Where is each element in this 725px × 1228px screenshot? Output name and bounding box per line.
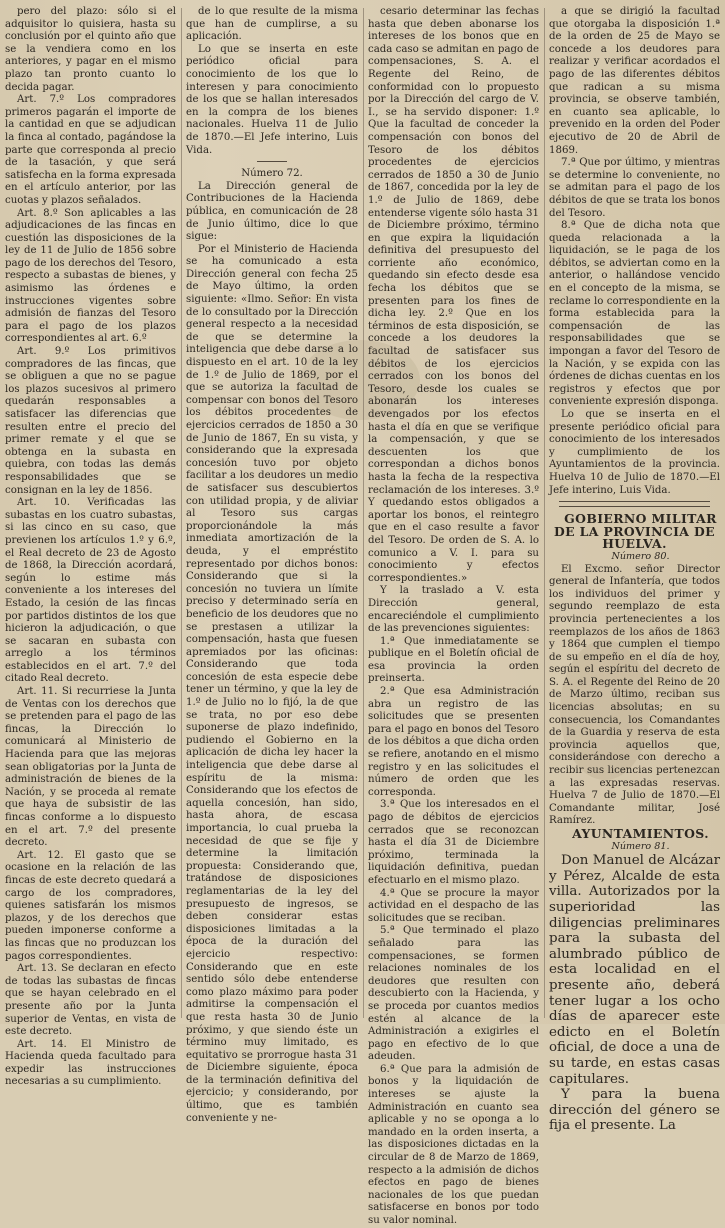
section-heading: GOBIERNO MILITAR DE LA PROVINCIA DE HUELVA. [553, 511, 717, 552]
article-paragraph: La Dirección general de Contribuciones de la Hacienda pública, en comunicación de 28 de Junio último, dice lo que sigue: [186, 180, 358, 243]
double-rule [559, 501, 710, 507]
notice-number: Número 72. [241, 168, 303, 180]
edict-paragraph: Y para la buena dirección del género se fija el presente. La [549, 1087, 720, 1134]
article-paragraph: Art. 14. El Ministro de Hacienda queda facultado para expedir las instrucciones necesarias a su cumplimiento. [5, 1038, 176, 1088]
article-paragraph: 1.ª Que inmediatamente se publique en el Boletín oficial de esa provincia la orden preinserta. [368, 635, 539, 685]
article-paragraph: Lo que se inserta en este periódico oficial para conocimiento de los que lo interesen y para conocimiento de los que se hallan interesados en la compra de los bienes nacionales. Huelva 11 de Julio de 1870.—El Jefe interino, Luis Vida. [186, 43, 358, 156]
edict-paragraph: Don Manuel de Alcázar y Pérez, Alcalde de esta villa. Autorizados por la superioridad las diligencias preliminares para la subasta del alumbrado público de esta localidad en el presente año, deberá tener lugar a los ocho días de aparecer este edicto en el Boletín oficial, de doce a una de su tarde, en estas casas capitulares. [549, 853, 720, 1087]
notice-number: Número 80. [611, 550, 670, 562]
article-paragraph: Art. 7.º Los compradores primeros pagarán el importe de la cantidad en que se adjudican la finca al contado, pagándose la parte que corresponda al precio de la tasación, y que será satisfecha en la forma expresada en el artículo anterior, por las cuotas y plazos señalados. [5, 94, 176, 206]
article-paragraph: Art. 8.º Son aplicables a las adjudicaciones de las fincas en cuestión las disposiciones de la ley de 11 de Julio de 1856 sobre pago de los derechos del Tesoro, respecto a subastas de bienes, y asimismo las órdenes e instrucciones vigentes sobre admisión de fianzas del Tesoro para el pago de los plazos correspondientes al art. 6.º [5, 207, 176, 345]
article-paragraph: 3.ª Que los interesados en el pago de débitos de ejercicios cerrados que se reconozcan hasta el día 31 de Diciembre próximo, terminada la liquidación definitiva, puedan efectuarlo en el mismo plazo. [368, 799, 539, 886]
article-paragraph: Lo que se inserta en el presente periódico oficial para conocimiento de los interesados y cumplimiento de los Ayuntamientos de la provincia. Huelva 10 de Julio de 1870.—El Jefe interino, Luis Vida. [549, 409, 720, 496]
article-paragraph: Art. 10. Verificadas las subastas en los cuatro subastas, si las cinco en su caso, que previenen los artículos 1.º y 6.º, el Real decreto de 23 de Agosto de 1868, la Dirección acordará, según lo estime más conveniente a los intereses del Estado, la cesión de las fincas por partidos distintos de los que hicieron la adjudicación, o que se sacaran en subasta con arreglo a los términos establecidos en el art. 7.º del citado Real decreto. [5, 497, 176, 685]
article-paragraph: 6.ª Que para la admisión de bonos y la liquidación de intereses se ajuste la Administración en cuanto sea aplicable y no se oponga a lo mandado en la orden inserta, a las disposiciones dictadas en la circular de 8 de Marzo de 1869, respecto a la admisión de dichos efectos en pago de bienes nacionales de los que puedan satisfacerse en bonos por todo su valor nominal. [368, 1063, 539, 1226]
article-paragraph: Art. 12. El gasto que se ocasione en la relación de las fincas de este decreto quedará a cargo de los compradores, quienes satisfarán los mismos plazos, y de los derechos que pueden imponerse conforme a las fincas que no produzcan los pagos correspondientes. [5, 849, 176, 962]
article-paragraph: 2.ª Que esa Administración abra un registro de las solicitudes que se presenten para el pago en bonos del Tesoro de los débitos a que dicha orden se refiere, anotando en el mismo registro y en las solicitudes el número de orden que les corresponda. [368, 686, 539, 798]
column-3 [363, 0, 544, 1226]
article-paragraph: El Excmo. señor Director general de Infantería, que todos los individuos del primer y segundo reemplazo de esta provincia pertenecientes a los reemplazos de los años de 1863 y 1864 que cumplen el tiempo de su empeño en el día de hoy, según el espíritu del decreto de S. A. el Regente del Reino de 20 de Marzo último, reciban sus licencias absolutas; en su consecuencia, los Comandantes de la Guardia y reserva de esta provincia aquellos que, considerándose con derecho a recibir sus licencias pertenezcan a las expresadas reservas. Huelva 7 de Julio de 1870.—El Comandante militar, José Ramírez. [549, 563, 720, 827]
article-paragraph: Art. 13. Se declaran en efecto de todas las subastas de fincas que se hayan celebrado en el presente año por la Junta superior de Ventas, en vista de este decreto. [5, 963, 176, 1038]
article-paragraph: Por el Ministerio de Hacienda se ha comunicado a esta Dirección general con fecha 25 de Mayo último, la orden siguiente: «Ilmo. Señor: En vista de lo consultado por la Dirección general respecto a la necesidad de que se determine la inteligencia que debe darse a lo dispuesto en el art. 10 de la ley de 1.º de Julio de 1869, por el que se autoriza la facultad de compensar con bonos del Tesoro los débitos procedentes de ejercicios cerrados de 1850 a 30 de Junio de 1867, En su vista, y considerando que la expresada concesión tuvo por objeto facilitar a los deudores un medio de satisfacer sus descubiertos con utilidad propia, y de aliviar al Tesoro sus cargas proporcionándole la más inmediata amortización de la deuda, y el empréstito representado por dichos bonos: Considerando que si la concesión no tuviera un límite preciso y determinado sería en beneficio de los deudores que no se prestasen a utilizar la compensación, hasta que fuesen apremiados por las oficinas: Considerando que toda concesión de esta especie debe tener un término, y que la ley de 1.º de Julio no lo fijó, la de que se trata, no por eso debe suponerse de plazo indefinido, pudiendo el Gobierno en la aplicación de dicha ley hacer la inteligencia que debe darse al espíritu de la misma: Considerando que los efectos de aquella concesión, han sido, hasta ahora, de escasa importancia, lo cual prueba la necesidad de que se fije y determine la limitación propuesta: Considerando que, tratándose de disposiciones reglamentarias de la ley del presupuesto de ingresos, se deben considerar estas disposiciones limitadas a la época de la duración del ejercicio respectivo: Considerando que en este sentido sólo debe entenderse como plazo máximo para poder admitirse la compensación el que resta hasta 30 de Junio próximo, y que siendo éste un término muy limitado, es equitativo se prorrogue hasta 31 de Diciembre siguiente, época de la terminación definitiva del ejercicio; y considerando, por último, que es también conveniente y ne- [186, 243, 358, 1124]
article-paragraph: Art. 11. Si recurriese la Junta de Ventas con los derechos que se pretenden para el pago de las fincas, la Dirección lo comunicará al Ministerio de Hacienda para que las mejoras sean obligatorias por la Junta de administración de bienes de la Nación, y se proceda al remate que haya de subsistir de las fincas conforme a lo dispuesto en el art. 7.º del presente decreto. [5, 686, 176, 849]
article-paragraph: 7.ª Que por último, y mientras se determine lo conveniente, no se admitan para el pago de los débitos de que se trata los bonos del Tesoro. [549, 157, 720, 219]
article-paragraph: a que se dirigió la facultad que otorgaba la disposición 1.ª de la orden de 25 de Mayo se concede a los deudores para realizar y verificar acordados el pago de las diferentes débitos que radican a su misma provincia, se observe también, en cuanto sea aplicable, lo prevenido en la orden del Poder ejecutivo de 20 de Abril de 1869. [549, 6, 720, 156]
notice-number: Número 81. [611, 840, 670, 852]
column-2 [181, 0, 363, 1124]
article-paragraph: 8.ª Que de dicha nota que queda relacionada a la liquidación, se le paga de los débitos, se adviertan como en la anterior, o hallándose vencido en el concepto de la misma, se reclame lo correspondiente en la forma establecida para la compensación de las responsabilidades que se impongan a favor del Tesoro de la Nación, y se expida con las órdenes de dichas cuentas en los registros y efectos que por conveniente expresión disponga. [549, 220, 720, 408]
article-paragraph: 5.ª Que terminado el plazo señalado para las compensaciones, se formen relaciones nominales de los deudores que resulten con descubierto con la Hacienda, y se proceda por cuantos medios estén al alcance de la Administración a exigirles el pago en efectivo de lo que adeuden. [368, 925, 539, 1063]
article-paragraph: de lo que resulte de la misma que han de cumplirse, a su aplicación. [186, 6, 358, 43]
article-paragraph: pero del plazo: sólo si el adquisitor lo quisiera, hasta su conclusión por el quinto año que se la vendiera como en los anteriores, y pagar en el mismo plazo tan pronto cuanto lo decida pagar. [5, 6, 176, 93]
article-paragraph: Art. 9.º Los primitivos compradores de las fincas, que se obliguen a que no se pague los plazos sucesivos al primero quedarán responsables a satisfacer las diferencias que resulten entre el precio del primer remate y el que se obtenga en la subasta en quiebra, con todas las demás responsabilidades que se consignan en la ley de 1856. [5, 346, 176, 496]
article-paragraph: Y la traslado a V. esta Dirección general, encareciéndole el cumplimiento de las prevenciones siguientes: [368, 585, 539, 635]
section-rule [257, 161, 287, 162]
column-4 [544, 0, 725, 1134]
article-paragraph: cesario determinar las fechas hasta que deben abonarse los intereses de los bonos que en cada caso se admitan en pago de compensaciones, S. A. el Regente del Reino, de conformidad con lo propuesto por la Dirección del cargo de V. I., se ha servido disponer: 1.º Que la facultad de conceder la compensación con bonos del Tesoro de los débitos procedentes de ejercicios cerrados de 1850 a 30 de Junio de 1867, concedida por la ley de 1.º de Julio de 1869, debe entenderse vigente sólo hasta 31 de Diciembre próximo, término en que expira la liquidación definitiva del presupuesto del corriente año económico, quedando sin efecto desde esa fecha los débitos que se presenten para los fines de dicha ley. 2.º Que en los términos de esta disposición, se concede a los deudores la facultad de satisfacer sus débitos de los ejercicios cerrados con los bonos del Tesoro, desde los cuales se abonarán los intereses devengados por los efectos hasta el día en que se verifique la compensación, y que se descuenten los que correspondan a dichos bonos hasta la fecha de la respectiva reclamación de los intereses. 3.º Y quedando estos obligados a aportar los bonos, el reintegro que en el caso resulte a favor del Tesoro. De orden de S. A. lo comunico a V. I. para su conocimiento y efectos correspondientes.» [368, 6, 539, 584]
column-1 [0, 0, 181, 1088]
section-heading: AYUNTAMIENTOS. [572, 826, 709, 841]
article-paragraph: 4.ª Que se procure la mayor actividad en el despacho de las solicitudes que se reciban. [368, 887, 539, 924]
